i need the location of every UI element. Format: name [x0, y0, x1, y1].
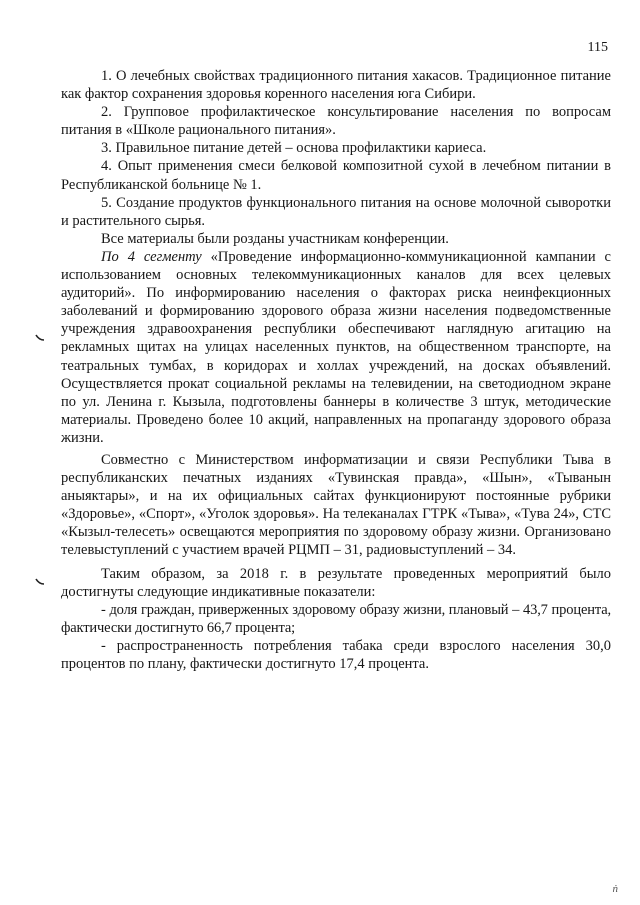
paragraph-item-2: 2. Групповое профилактическое консультирование населения по вопросам питания в «Школе рационального питания».	[61, 104, 611, 139]
paragraph-item-3: 3. Правильное питание детей – основа профилактики кариеса.	[101, 140, 487, 157]
paragraph-conclusion: Таким образом, за 2018 г. в результате проведенных мероприятий было достигнуты следующие индикативные показатели:	[61, 565, 611, 600]
paragraph-segment-4	[61, 248, 611, 447]
paragraph-indicator-2: - распространенность потребления табака среди взрослого населения 30,0 процентов по плану, фактически достигнуто 17,4 процента.	[61, 637, 611, 672]
paragraph-item-4: 4. Опыт применения смеси белковой композитной сухой в лечебном питании в Республиканской больнице № 1.	[61, 158, 611, 193]
paragraph-materials: Все материалы были розданы участникам конференции.	[101, 230, 449, 247]
page-number: 115	[587, 40, 608, 55]
segment-text: «Проведение информационно-коммуникационной кампании с использованием основных телекоммуникационных каналов для всех целевых аудиторий». По информированию населения о факторах риска неинфекционных заболеваний и формированию здорового образа жизни населения подведомственные учреждения здравоохранения республики обеспечивают наглядную агитацию на рекламных щитах на улицах населенных пунктов, на общественном транспорте, на театральных тумбах, в коридорах и холлах учреждений, на досках объявлений. Осуществляется прокат социальной рекламы на телевидении, на светодиодном экране по ул. Ленина г. Кызыла, подготовлены баннеры в количестве 3 штук, методические материалы. Проведено более 10 акций, направленных на пропаганду здорового образа жизни.	[61, 248, 611, 446]
paragraph-item-1: 1. О лечебных свойствах традиционного питания хакасов. Традиционное питание как фактор сохранения здоровья коренного населения юга Сибири.	[61, 68, 611, 103]
paragraph-item-5: 5. Создание продуктов функционального питания на основе молочной сыворотки и растительного сырья.	[61, 194, 611, 229]
margin-check-icon	[35, 334, 45, 342]
margin-check-icon	[35, 578, 45, 586]
paragraph-media: Совместно с Министерством информатизации и связи Республики Тыва в республиканских печатных изданиях «Тувинская правда», «Шын», «Тыванын аныяктары», и на их официальных сайтах функционируют постоянные рубрики «Здоровье», «Спорт», «Уголок здоровья». На телеканалах ГТРК «Тыва», «Тува 24», СТС «Кызыл-телесеть» освещаются мероприятия по здоровому образу жизни. Организовано телевыступлений с участием врачей РЦМП – 31, радиовыступлений – 34.	[61, 451, 611, 559]
corner-mark: ṅ	[612, 883, 618, 895]
segment-label: По 4 сегменту	[101, 248, 202, 265]
paragraph-indicator-1: - доля граждан, приверженных здоровому образу жизни, плановый – 43,7 процента, фактически достигнуто 66,7 процента;	[61, 601, 611, 636]
document-body	[61, 67, 611, 673]
